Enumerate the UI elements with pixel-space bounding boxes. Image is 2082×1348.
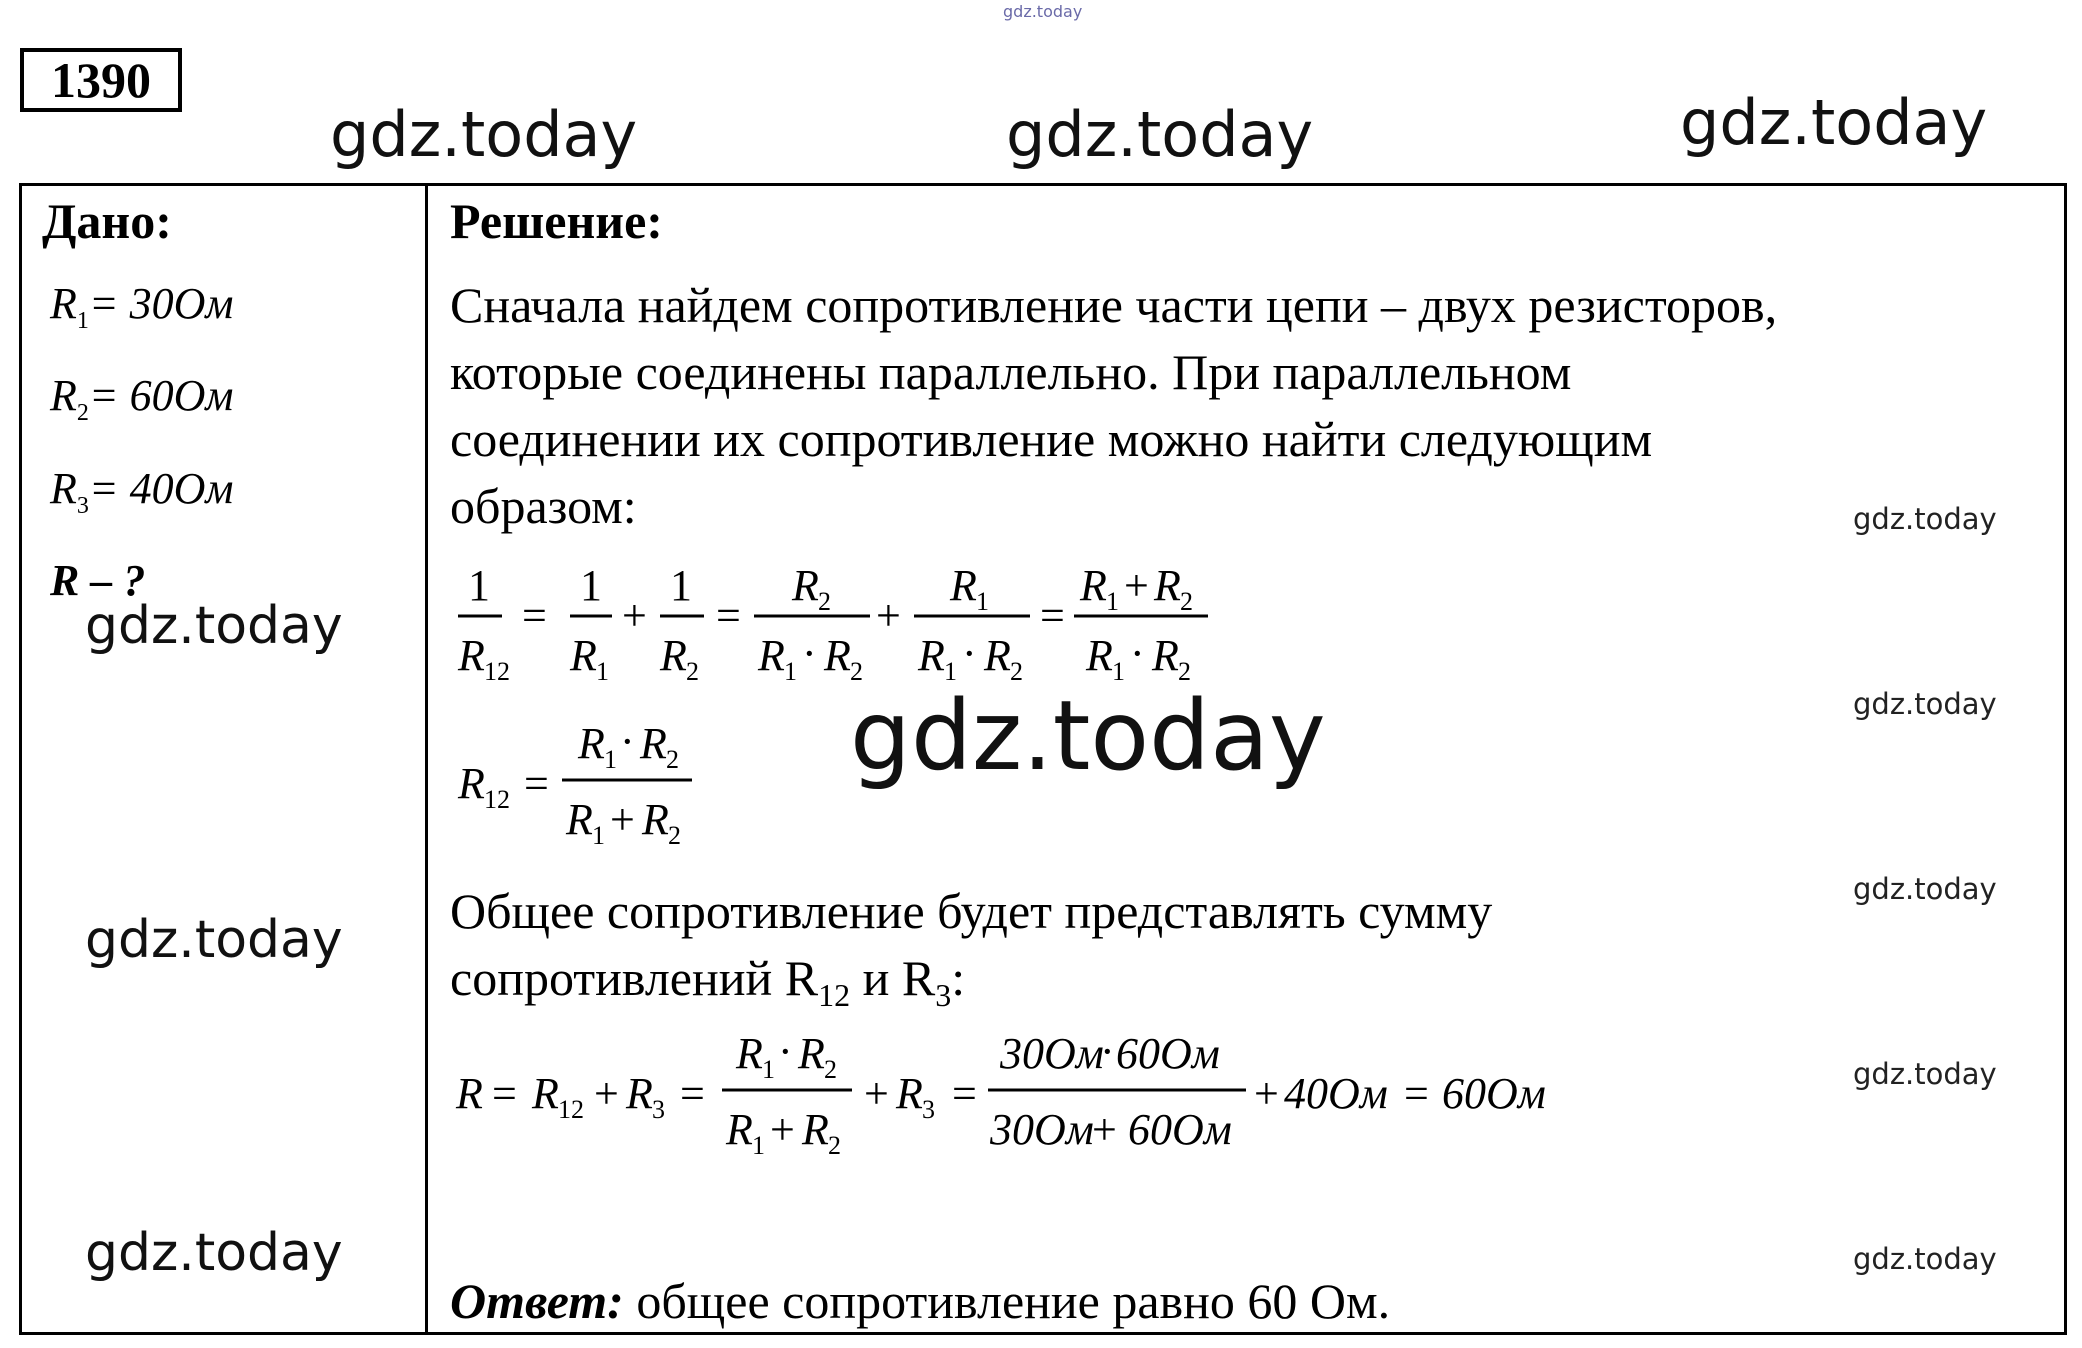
svg-text:+: +: [1124, 561, 1149, 610]
svg-text:R: R: [1154, 561, 1181, 610]
watermark-right-3: gdz.today: [1853, 872, 1997, 906]
svg-text:R: R: [456, 1069, 483, 1118]
svg-text:=: =: [524, 759, 549, 808]
svg-text:R: R: [660, 631, 687, 680]
svg-text:1: 1: [752, 1131, 765, 1160]
svg-text:R: R: [798, 1029, 825, 1078]
svg-text:12: 12: [558, 1095, 584, 1124]
given-r2: $R_2= 60Ом$: [50, 371, 234, 426]
svg-text:·: ·: [802, 629, 817, 678]
svg-text:R: R: [566, 795, 593, 844]
svg-text:1: 1: [1112, 657, 1125, 686]
answer-line: [450, 1272, 1390, 1330]
svg-text:1: 1: [944, 657, 957, 686]
svg-text:30Ом: 30Ом: [990, 1105, 1094, 1154]
svg-text:30Ом: 30Ом: [1000, 1029, 1104, 1078]
column-divider: [425, 183, 428, 1335]
svg-text:3: 3: [922, 1095, 935, 1124]
svg-text:R: R: [984, 631, 1011, 680]
svg-text:R: R: [918, 631, 945, 680]
svg-text:60Ом: 60Ом: [1116, 1029, 1220, 1078]
problem-number: 1390: [20, 48, 182, 112]
watermark-header-3: gdz.today: [1680, 86, 1988, 159]
watermark-given-1: gdz.today: [85, 596, 343, 656]
svg-text:2: 2: [1180, 587, 1193, 616]
formula-total-resistance: [448, 1020, 1568, 1170]
fraction-sum-over-product: [1074, 561, 1208, 686]
svg-text:R: R: [758, 631, 785, 680]
svg-text:=: =: [1404, 1069, 1429, 1118]
watermark-right-1: gdz.today: [1853, 502, 1997, 536]
given-r3: $R_3= 40Ом$: [50, 464, 234, 519]
fraction-1-over-r12: [457, 561, 510, 686]
svg-text:R: R: [578, 719, 605, 768]
fraction-values: [988, 1027, 1246, 1154]
svg-text:12: 12: [484, 657, 510, 686]
svg-text:60Ом: 60Ом: [1442, 1069, 1546, 1118]
fraction-r2-over-r1r2: [754, 561, 870, 686]
svg-text:1: 1: [592, 821, 605, 850]
watermark-right-5: gdz.today: [1853, 1242, 1997, 1276]
svg-text:=: =: [952, 1069, 977, 1118]
watermark-right-4: gdz.today: [1853, 1057, 1997, 1091]
given-find: R – ?: [50, 556, 146, 605]
solution-heading: Решение:: [450, 193, 663, 249]
svg-text:3: 3: [652, 1095, 665, 1124]
svg-text:+: +: [1254, 1069, 1279, 1118]
watermark-right-2: gdz.today: [1853, 687, 1997, 721]
svg-text:+: +: [770, 1105, 795, 1154]
svg-text:1: 1: [596, 657, 609, 686]
answer-label: Ответ:: [450, 1273, 624, 1329]
answer-text: общее сопротивление равно 60 Ом.: [623, 1273, 1391, 1329]
solution-paragraph-1: Сначала найдем сопротивление части цепи – двух резисторов, которые соединены параллельно. При параллельном соединении их сопротивление можно найти следующим образом:: [450, 277, 1778, 534]
svg-text:R: R: [802, 1105, 829, 1154]
fraction-1-over-r2: [659, 561, 704, 686]
fraction-1-over-r1: [569, 561, 612, 686]
svg-text:R: R: [570, 631, 597, 680]
svg-text:2: 2: [828, 1131, 841, 1160]
svg-text:1: 1: [784, 657, 797, 686]
watermark-given-2: gdz.today: [85, 910, 343, 970]
formula-parallel-reciprocal: [440, 548, 1220, 698]
given-r1: $R_1= 30Ом$: [50, 279, 234, 334]
svg-text:=: =: [716, 591, 741, 640]
watermark-header-1: gdz.today: [330, 98, 638, 171]
svg-text:R: R: [792, 561, 819, 610]
svg-text:2: 2: [686, 657, 699, 686]
solution-paragraph-2: Общее сопротивление будет представлять сумму сопротивлений $R_{12}$ и $R_3$:: [450, 883, 1493, 1013]
svg-text:1: 1: [762, 1055, 775, 1084]
svg-text:R: R: [458, 631, 485, 680]
svg-text:=: =: [680, 1069, 705, 1118]
svg-text:1: 1: [580, 561, 602, 610]
svg-text:·: ·: [1130, 629, 1145, 678]
svg-text:2: 2: [824, 1055, 837, 1084]
watermark-center: gdz.today: [850, 680, 1326, 792]
svg-text:R: R: [1080, 561, 1107, 610]
svg-text:2: 2: [668, 821, 681, 850]
svg-text:+: +: [622, 591, 647, 640]
svg-text:R: R: [726, 1105, 753, 1154]
svg-text:2: 2: [1010, 657, 1023, 686]
svg-text:R: R: [1152, 631, 1179, 680]
svg-text:·: ·: [1100, 1027, 1115, 1076]
svg-text:=: =: [1040, 591, 1065, 640]
svg-text:1: 1: [604, 745, 617, 774]
svg-text:2: 2: [850, 657, 863, 686]
svg-text:R: R: [642, 795, 669, 844]
svg-text:1: 1: [1106, 587, 1119, 616]
svg-text:·: ·: [962, 629, 977, 678]
watermark-top: gdz.today: [1003, 2, 1083, 21]
svg-text:12: 12: [484, 785, 510, 814]
svg-text:2: 2: [666, 745, 679, 774]
svg-text:40Ом: 40Ом: [1284, 1069, 1388, 1118]
svg-text:R: R: [824, 631, 851, 680]
svg-text:·: ·: [778, 1027, 793, 1076]
svg-text:R: R: [1086, 631, 1113, 680]
svg-text:R: R: [736, 1029, 763, 1078]
svg-text:R: R: [626, 1069, 653, 1118]
svg-text:2: 2: [818, 587, 831, 616]
svg-text:60Ом: 60Ом: [1128, 1105, 1232, 1154]
formula-r12: [448, 710, 708, 860]
svg-text:·: ·: [620, 717, 635, 766]
svg-text:1: 1: [670, 561, 692, 610]
svg-text:1: 1: [468, 561, 490, 610]
fraction-r1r2-over-sum: [722, 1027, 852, 1160]
svg-text:+: +: [1092, 1105, 1117, 1154]
svg-text:+: +: [864, 1069, 889, 1118]
svg-text:=: =: [522, 591, 547, 640]
svg-text:R: R: [532, 1069, 559, 1118]
svg-text:R: R: [896, 1069, 923, 1118]
svg-text:+: +: [876, 591, 901, 640]
watermark-given-3: gdz.today: [85, 1223, 343, 1283]
svg-text:=: =: [492, 1069, 517, 1118]
svg-text:+: +: [610, 795, 635, 844]
svg-text:1: 1: [976, 587, 989, 616]
given-heading: Дано:: [42, 193, 172, 249]
watermark-header-2: gdz.today: [1006, 98, 1314, 171]
svg-text:R: R: [458, 759, 485, 808]
svg-text:R: R: [950, 561, 977, 610]
svg-text:+: +: [594, 1069, 619, 1118]
svg-text:2: 2: [1178, 657, 1191, 686]
fraction-r1-over-r1r2: [914, 561, 1030, 686]
svg-text:R: R: [640, 719, 667, 768]
